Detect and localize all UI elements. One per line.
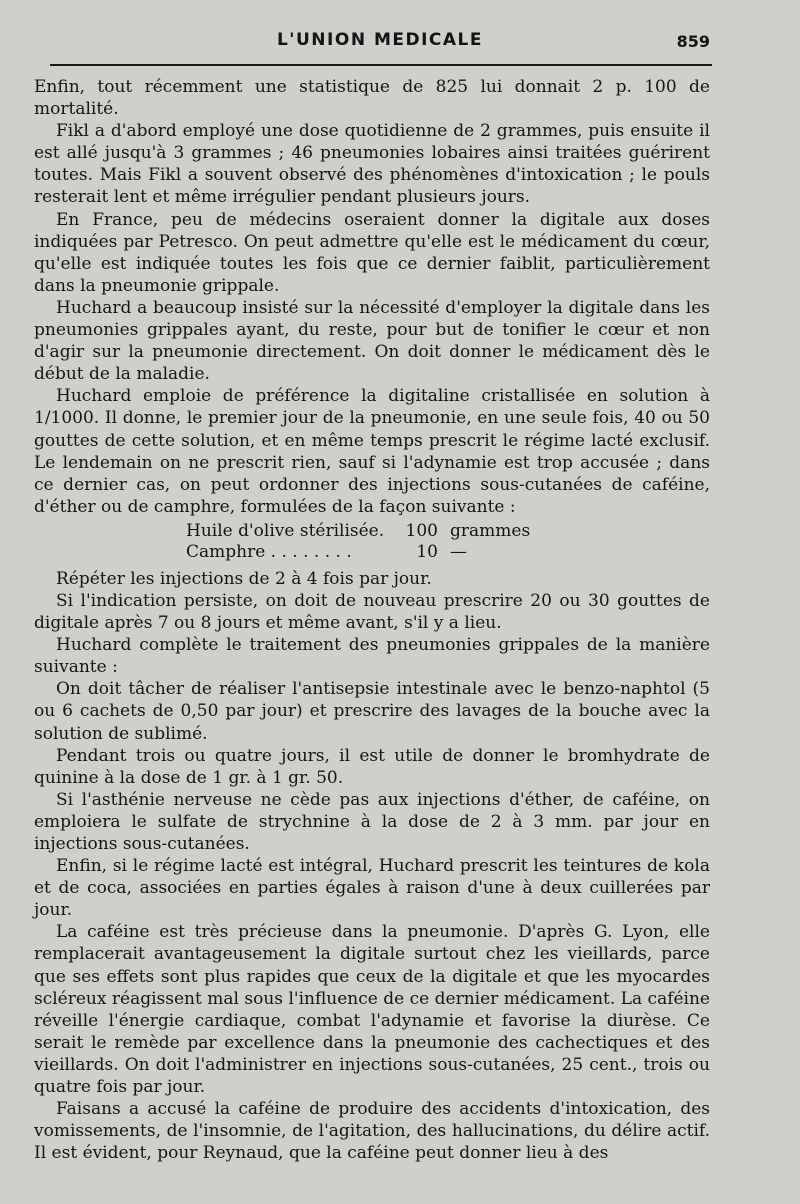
paragraph: Pendant trois ou quatre jours, il est utile de donner le bromhydrate de quinine à la dose de 1 gr. à 1 gr. 50. xyxy=(34,745,710,788)
paragraph: Si l'indication persiste, on doit de nouveau prescrire 20 ou 30 gouttes de digitale après 7 ou 8 jours et même avant, s'il y a lieu. xyxy=(34,590,710,634)
page-header xyxy=(50,30,710,56)
formula-quantity: 100 xyxy=(405,520,438,541)
paragraph: Faisans a accusé la caféine de produire des accidents d'intoxication, des vomissements, de l'insomnie, de l'agitation, des hallucinations, du délire actif. Il est évident, pour Reynaud, que la caféine peut donner lieu à des xyxy=(34,1099,710,1164)
paragraph: Huchard emploie de préférence la digitaline cristallisée en solution à 1/1000. Il donne, le premier jour de la pneumonie, en une seule fois, 40 ou 50 gouttes de cette solution, et en même temps prescrit le régime lacté exclusif. Le lendemain on ne prescrit rien, sauf si l'adynamie est trop accusée ; dans ce dernier cas, on peut ordonner des injections sous-cutanées de caféine, d'éther ou de camphre, formulées de la façon suivante : xyxy=(34,386,710,517)
paragraph: Répéter les injections de 2 à 4 fois par jour. xyxy=(56,568,432,589)
formula-ingredient: Camphre . . . . . . . . xyxy=(186,541,352,562)
paragraph: Si l'asthénie nerveuse ne cède pas aux injections d'éther, de caféine, on emploiera le sulfate de strychnine à la dose de 2 à 3 mm. par jour en injections sous-cutanées. xyxy=(34,789,710,854)
paragraph: Huchard a beaucoup insisté sur la nécessité d'employer la digitale dans les pneumonies grippales ayant, du reste, pour but de tonifier le cœur et non d'agir sur la pneumonie directement. On doit donner le médicament dès le début de la maladie. xyxy=(34,297,710,385)
paragraph: Fikl a d'abord employé une dose quotidienne de 2 grammes, puis ensuite il est allé jusqu'à 3 grammes ; 46 pneumonies lobaires ainsi traitées guérirent toutes. Mais Fikl a souvent observé des phénomènes d'intoxication ; le pouls resterait lent et même irrégulier pendant plusieurs jours. xyxy=(34,121,710,208)
paragraph: On doit tâcher de réaliser l'antisepsie intestinale avec le benzo-naphtol (5 ou 6 cachets de 0,50 par jour) et prescrire des lavages de la bouche avec la solution de sublimé. xyxy=(34,679,710,744)
formula-unit: — xyxy=(450,541,467,562)
formula-row xyxy=(186,521,710,542)
paragraph: Enfin, tout récemment une statistique de 825 lui donnait 2 p. 100 de mortalité. xyxy=(34,77,710,120)
paragraph: Enfin, si le régime lacté est intégral, Huchard prescrit les teintures de kola et de coca, associées en parties égales à raison d'une à deux cuillerées par jour. xyxy=(34,856,710,921)
running-title: L'UNION MEDICALE xyxy=(276,30,484,50)
body-text xyxy=(34,76,710,1164)
formula-ingredient: Huile d'olive stérilisée. xyxy=(186,520,385,541)
paragraph: La caféine est très précieuse dans la pneumonie. D'après G. Lyon, elle remplacerait avantageusement la digitale surtout chez les vieillards, parce que ses effets sont plus rapides que ceux de la digitale et que les myocardes scléreux réagissent mal sous l'influence de ce dernier médicament. La caféine réveille l'énergie cardiaque, combat l'adynamie et favorise la diurèse. Ce serait le remède par excellence dans la pneumonie des cachectiques et des vieillards. On doit l'administrer en injections sous-cutanées, 25 cent., trois ou quatre fois par jour. xyxy=(34,922,710,1098)
formula-unit: grammes xyxy=(450,520,531,541)
paragraph: Huchard complète le traitement des pneumonies grippales de la manière suivante : xyxy=(34,635,710,678)
paragraph: En France, peu de médecins oseraient donner la digitale aux doses indiquées par Petresco. On peut admettre qu'elle est le médicament du cœur, qu'elle est indiquée toutes les fois que ce dernier faiblit, particulièrement dans la pneumonie grippale. xyxy=(34,209,710,296)
header-rule xyxy=(50,64,712,66)
page-number: 859 xyxy=(676,32,710,51)
prescription-formula xyxy=(186,521,710,563)
formula-quantity: 10 xyxy=(416,541,438,562)
formula-row xyxy=(186,542,710,563)
